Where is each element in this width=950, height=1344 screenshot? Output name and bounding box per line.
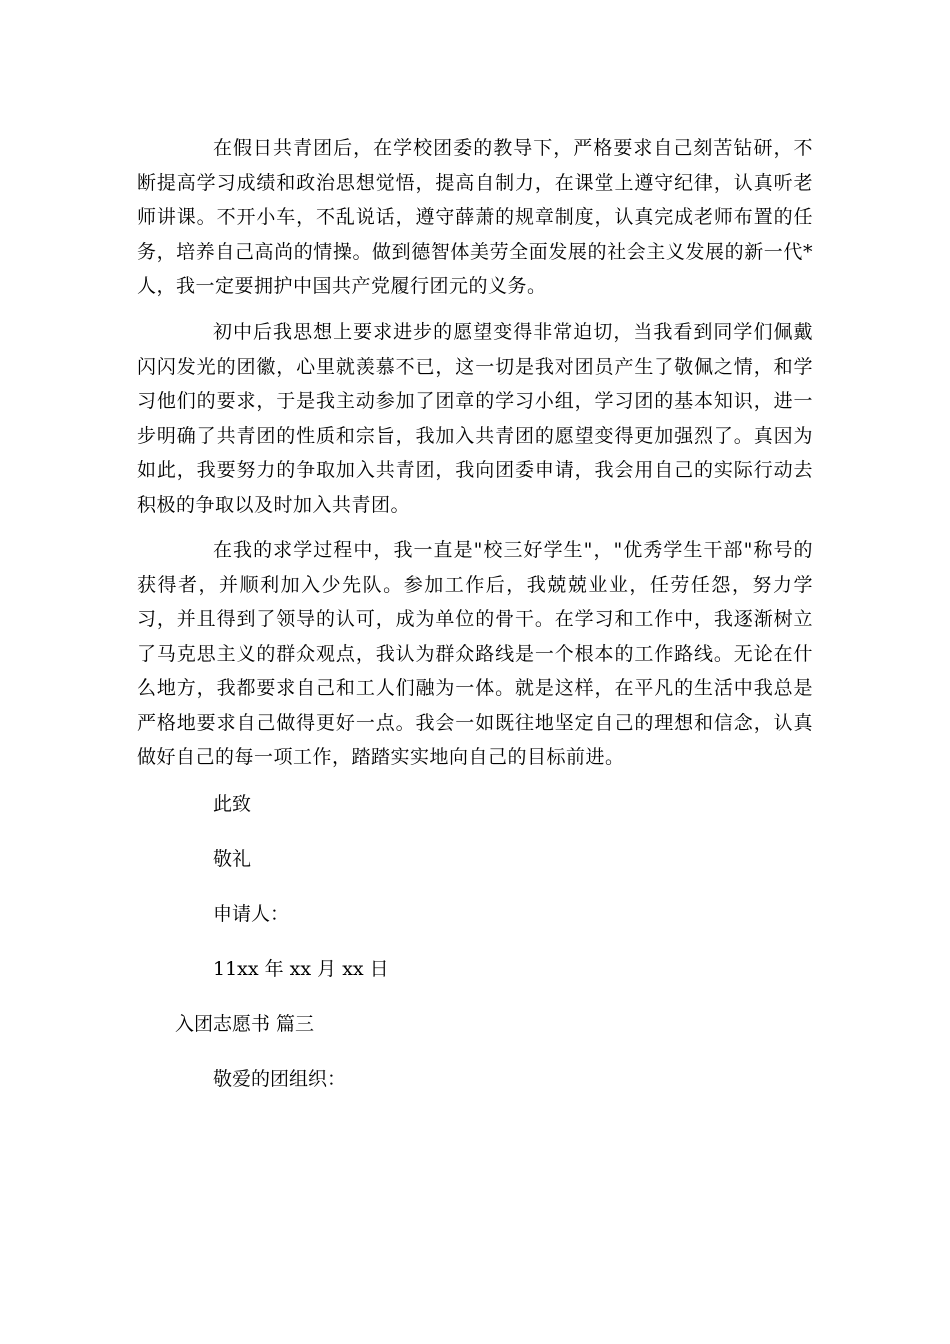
- regards-phrase: 敬礼: [213, 848, 252, 870]
- applicant-label: 申请人：: [213, 903, 290, 925]
- body-paragraph-1: 在假日共青团后，在学校团委的教导下，严格要求自己刻苦钻研，不断提高学习成绩和政治思想觉悟，提高自制力，在课堂上遵守纪律，认真听老师讲课。不开小车，不乱说话，遵守薛萧的规章制度，认真完成老师布置的任务，培养自己高尚的情操。做到德智体美劳全面发展的社会主义发展的新一代*人，我一定要拥护中国共产党履行团元的义务。: [137, 137, 813, 297]
- body-paragraph-2: 初中后我思想上要求进步的愿望变得非常迫切，当我看到同学们佩戴闪闪发光的团徽，心里就羡慕不已，这一切是我对团员产生了敬佩之情，和学习他们的要求，于是我主动参加了团章的学习小组，学习团的基本知识，进一步明确了共青团的性质和宗旨，我加入共青团的愿望变得更加强烈了。真因为如此，我要努力的争取加入共青团，我向团委申请，我会用自己的实际行动去积极的争取以及时加入共青团。: [137, 321, 813, 516]
- section-title: 入团志愿书 篇三: [175, 1013, 315, 1035]
- signature-date: 11xx 年 xx 月 xx 日: [213, 958, 389, 980]
- closing-phrase: 此致: [213, 793, 252, 815]
- body-paragraph-3: 在我的求学过程中，我一直是"校三好学生"，"优秀学生干部"称号的获得者，并顺利加入少先队。参加工作后，我兢兢业业，任劳任怨，努力学习，并且得到了领导的认可，成为单位的骨干。在学习和工作中，我逐渐树立了马克思主义的群众观点，我认为群众路线是一个根本的工作路线。无论在什么地方，我都要求自己和工人们融为一体。就是这样，在平凡的生活中我总是严格地要求自己做得更好一点。我会一如既往地坚定自己的理想和信念，认真做好自己的每一项工作，踏踏实实地向自己的目标前进。: [137, 539, 813, 768]
- salutation: 敬爱的团组织：: [213, 1068, 347, 1090]
